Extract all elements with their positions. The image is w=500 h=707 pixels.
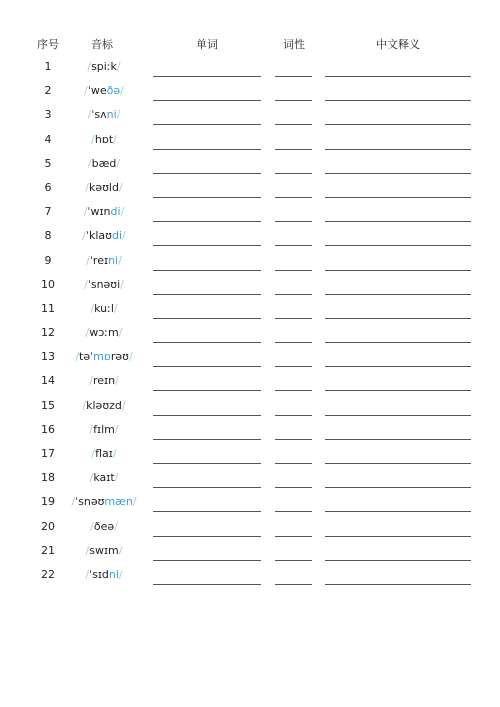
slash-close: / bbox=[116, 156, 121, 170]
word-answer-line[interactable] bbox=[153, 173, 261, 174]
pos-answer-line[interactable] bbox=[275, 536, 312, 537]
word-answer-line[interactable] bbox=[153, 487, 261, 488]
pos-answer-line[interactable] bbox=[275, 390, 312, 391]
meaning-answer-line[interactable] bbox=[325, 584, 471, 585]
pos-answer-line[interactable] bbox=[275, 439, 312, 440]
slash-open: / bbox=[83, 205, 88, 219]
slash-open: / bbox=[85, 326, 90, 340]
word-answer-line[interactable] bbox=[153, 149, 261, 150]
slash-close: / bbox=[118, 567, 123, 581]
meaning-answer-line[interactable] bbox=[325, 366, 471, 367]
slash-close: / bbox=[115, 374, 119, 388]
phonetic bbox=[62, 326, 146, 339]
header-no: 序号 bbox=[37, 38, 59, 51]
row-number: 2 bbox=[44, 84, 52, 98]
phonetic-text: ðeə bbox=[93, 519, 115, 533]
table-row bbox=[0, 372, 500, 396]
meaning-answer-line[interactable] bbox=[325, 415, 471, 416]
meaning-answer-line[interactable] bbox=[325, 294, 471, 295]
meaning-answer-line[interactable] bbox=[325, 76, 471, 77]
phonetic-highlight: mɒ bbox=[93, 350, 111, 364]
slash-close: / bbox=[114, 519, 118, 533]
word-answer-line[interactable] bbox=[153, 100, 261, 101]
table-row bbox=[0, 518, 500, 542]
row-number: 10 bbox=[41, 277, 55, 291]
table-row bbox=[0, 566, 500, 590]
slash-close: / bbox=[132, 495, 137, 509]
phonetic-highlight: ni bbox=[108, 253, 119, 267]
phonetic bbox=[62, 423, 146, 436]
slash-open: / bbox=[91, 447, 96, 460]
word-table bbox=[0, 58, 500, 590]
row-number: 1 bbox=[44, 60, 52, 73]
meaning-answer-line[interactable] bbox=[325, 221, 471, 222]
phonetic-text: hɒt bbox=[94, 132, 114, 146]
slash-open: / bbox=[85, 567, 90, 581]
word-answer-line[interactable] bbox=[153, 390, 261, 391]
row-number: 9 bbox=[44, 253, 52, 267]
row-number: 15 bbox=[41, 398, 55, 412]
phonetic-text: ˈklaʊ bbox=[85, 229, 112, 243]
pos-answer-line[interactable] bbox=[275, 124, 312, 125]
table-row bbox=[0, 155, 500, 179]
slash-close: / bbox=[113, 301, 118, 315]
slash-close: / bbox=[116, 60, 121, 73]
phonetic-highlight: mæn bbox=[104, 495, 133, 509]
pos-answer-line[interactable] bbox=[275, 100, 312, 101]
phonetic bbox=[62, 84, 146, 97]
phonetic bbox=[62, 205, 146, 218]
pos-answer-line[interactable] bbox=[275, 584, 312, 585]
slash-close: / bbox=[122, 229, 126, 243]
slash-open: / bbox=[91, 132, 95, 146]
table-row bbox=[0, 227, 500, 251]
word-answer-line[interactable] bbox=[153, 245, 261, 246]
table-row bbox=[0, 421, 500, 445]
phonetic bbox=[62, 108, 146, 121]
slash-close: / bbox=[118, 543, 123, 557]
word-answer-line[interactable] bbox=[153, 197, 261, 198]
word-answer-line[interactable] bbox=[153, 415, 261, 416]
pos-answer-line[interactable] bbox=[275, 342, 312, 343]
phonetic bbox=[62, 60, 146, 73]
phonetic bbox=[62, 495, 146, 508]
word-answer-line[interactable] bbox=[153, 124, 261, 125]
row-number: 17 bbox=[41, 447, 55, 460]
row-number: 13 bbox=[41, 350, 55, 364]
word-answer-line[interactable] bbox=[153, 439, 261, 440]
pos-answer-line[interactable] bbox=[275, 318, 312, 319]
phonetic bbox=[62, 157, 146, 170]
meaning-answer-line[interactable] bbox=[325, 536, 471, 537]
table-row bbox=[0, 106, 500, 130]
row-number: 3 bbox=[44, 108, 52, 122]
row-number: 14 bbox=[41, 374, 55, 388]
row-number: 18 bbox=[41, 471, 55, 485]
phonetic-text: spiːk bbox=[91, 60, 117, 73]
pos-answer-line[interactable] bbox=[275, 149, 312, 150]
table-row bbox=[0, 445, 500, 469]
slash-open: / bbox=[82, 398, 87, 412]
phonetic-text: fɪlm bbox=[93, 422, 115, 436]
table-row bbox=[0, 324, 500, 348]
phonetic bbox=[62, 181, 146, 194]
pos-answer-line[interactable] bbox=[275, 560, 312, 561]
row-number: 12 bbox=[41, 326, 55, 340]
row-number: 21 bbox=[41, 543, 55, 557]
table-row bbox=[0, 469, 500, 493]
phonetic-highlight: ðə bbox=[106, 84, 121, 98]
pos-answer-line[interactable] bbox=[275, 415, 312, 416]
word-answer-line[interactable] bbox=[153, 560, 261, 561]
slash-open: / bbox=[87, 156, 92, 170]
slash-open: / bbox=[90, 519, 94, 533]
phonetic bbox=[62, 544, 146, 557]
phonetic-text: kəʊld bbox=[89, 180, 119, 194]
table-row bbox=[0, 131, 500, 155]
table-header bbox=[0, 36, 500, 52]
slash-close: / bbox=[118, 253, 122, 267]
header-pos: 词性 bbox=[283, 38, 305, 51]
phonetic bbox=[62, 350, 146, 363]
pos-answer-line[interactable] bbox=[275, 173, 312, 174]
phonetic-text: kaɪt bbox=[93, 471, 115, 485]
slash-open: / bbox=[87, 108, 92, 122]
phonetic bbox=[62, 278, 146, 291]
meaning-answer-line[interactable] bbox=[325, 439, 471, 440]
phonetic bbox=[62, 447, 146, 460]
word-answer-line[interactable] bbox=[153, 294, 261, 295]
row-number: 22 bbox=[41, 567, 55, 581]
pos-answer-line[interactable] bbox=[275, 221, 312, 222]
phonetic bbox=[62, 229, 146, 242]
row-number: 20 bbox=[41, 519, 55, 533]
slash-open: / bbox=[85, 543, 90, 557]
phonetic-text: ˈsʌ bbox=[91, 108, 107, 122]
meaning-answer-line[interactable] bbox=[325, 390, 471, 391]
phonetic bbox=[62, 568, 146, 581]
word-answer-line[interactable] bbox=[153, 76, 261, 77]
table-row bbox=[0, 542, 500, 566]
table-row bbox=[0, 276, 500, 300]
slash-open: / bbox=[89, 422, 94, 436]
phonetic-highlight: di bbox=[110, 205, 121, 219]
table-row bbox=[0, 252, 500, 276]
slash-open: / bbox=[86, 253, 90, 267]
phonetic-text: rəʊ bbox=[110, 350, 129, 364]
phonetic bbox=[62, 302, 146, 315]
slash-open: / bbox=[89, 374, 93, 388]
phonetic-text: təˈ bbox=[79, 350, 94, 364]
slash-close: / bbox=[118, 326, 123, 340]
meaning-answer-line[interactable] bbox=[325, 149, 471, 150]
phonetic-text: reɪn bbox=[92, 374, 116, 388]
meaning-answer-line[interactable] bbox=[325, 100, 471, 101]
phonetic-text: bæd bbox=[91, 156, 117, 170]
phonetic-text: kləʊzd bbox=[86, 398, 122, 412]
word-answer-line[interactable] bbox=[153, 221, 261, 222]
pos-answer-line[interactable] bbox=[275, 294, 312, 295]
table-row bbox=[0, 179, 500, 203]
phonetic bbox=[62, 133, 146, 146]
phonetic bbox=[62, 399, 146, 412]
pos-answer-line[interactable] bbox=[275, 487, 312, 488]
phonetic-text: ˈsnəʊi bbox=[87, 277, 121, 291]
phonetic-highlight: ni bbox=[106, 108, 117, 122]
meaning-answer-line[interactable] bbox=[325, 342, 471, 343]
row-number: 19 bbox=[41, 495, 55, 509]
slash-open: / bbox=[89, 471, 94, 485]
meaning-answer-line[interactable] bbox=[325, 511, 471, 512]
slash-open: / bbox=[87, 60, 92, 73]
header-meaning: 中文释义 bbox=[376, 38, 420, 51]
slash-close: / bbox=[121, 398, 126, 412]
phonetic-text: ˈsɪd bbox=[89, 567, 109, 581]
slash-close: / bbox=[118, 180, 123, 194]
header-ipa: 音标 bbox=[91, 38, 113, 51]
word-answer-line[interactable] bbox=[153, 584, 261, 585]
word-answer-line[interactable] bbox=[153, 318, 261, 319]
slash-close: / bbox=[120, 277, 124, 291]
slash-close: / bbox=[113, 132, 117, 146]
header-word: 单词 bbox=[196, 38, 218, 51]
slash-close: / bbox=[112, 447, 117, 460]
pos-answer-line[interactable] bbox=[275, 511, 312, 512]
meaning-answer-line[interactable] bbox=[325, 463, 471, 464]
table-row bbox=[0, 58, 500, 82]
pos-answer-line[interactable] bbox=[275, 197, 312, 198]
slash-close: / bbox=[120, 84, 124, 98]
phonetic-text: ˈsnəʊ bbox=[75, 495, 105, 509]
meaning-answer-line[interactable] bbox=[325, 124, 471, 125]
row-number: 11 bbox=[41, 301, 55, 315]
pos-answer-line[interactable] bbox=[275, 366, 312, 367]
word-answer-line[interactable] bbox=[153, 511, 261, 512]
meaning-answer-line[interactable] bbox=[325, 197, 471, 198]
phonetic-highlight: di bbox=[111, 229, 123, 243]
slash-close: / bbox=[114, 422, 119, 436]
word-answer-line[interactable] bbox=[153, 270, 261, 271]
table-row bbox=[0, 348, 500, 372]
row-number: 5 bbox=[44, 156, 52, 170]
word-answer-line[interactable] bbox=[153, 536, 261, 537]
pos-answer-line[interactable] bbox=[275, 270, 312, 271]
row-number: 7 bbox=[44, 205, 52, 219]
phonetic bbox=[62, 374, 146, 387]
row-number: 16 bbox=[41, 422, 55, 436]
word-answer-line[interactable] bbox=[153, 463, 261, 464]
phonetic-text: ˈwɪn bbox=[87, 205, 111, 219]
slash-close: / bbox=[116, 108, 121, 122]
pos-answer-line[interactable] bbox=[275, 463, 312, 464]
slash-open: / bbox=[82, 229, 86, 243]
meaning-answer-line[interactable] bbox=[325, 173, 471, 174]
slash-open: / bbox=[84, 277, 88, 291]
word-answer-line[interactable] bbox=[153, 342, 261, 343]
phonetic-highlight: ni bbox=[108, 567, 119, 581]
phonetic-text: flaɪ bbox=[95, 447, 113, 460]
slash-open: / bbox=[90, 301, 95, 315]
meaning-answer-line[interactable] bbox=[325, 318, 471, 319]
word-answer-line[interactable] bbox=[153, 366, 261, 367]
phonetic-text: ˈwe bbox=[87, 84, 107, 98]
table-row bbox=[0, 397, 500, 421]
slash-close: / bbox=[120, 205, 125, 219]
phonetic-text: wɔːm bbox=[89, 326, 119, 340]
pos-answer-line[interactable] bbox=[275, 245, 312, 246]
slash-close: / bbox=[128, 350, 133, 364]
slash-open: / bbox=[75, 350, 80, 364]
meaning-answer-line[interactable] bbox=[325, 487, 471, 488]
row-number: 6 bbox=[44, 180, 52, 194]
row-number: 4 bbox=[44, 132, 52, 146]
slash-open: / bbox=[84, 84, 88, 98]
phonetic-text: swɪm bbox=[89, 543, 119, 557]
phonetic bbox=[62, 520, 146, 533]
meaning-answer-line[interactable] bbox=[325, 245, 471, 246]
slash-close: / bbox=[114, 471, 119, 485]
pos-answer-line[interactable] bbox=[275, 76, 312, 77]
phonetic bbox=[62, 254, 146, 267]
slash-open: / bbox=[85, 180, 89, 194]
meaning-answer-line[interactable] bbox=[325, 270, 471, 271]
meaning-answer-line[interactable] bbox=[325, 560, 471, 561]
phonetic-text: kuːl bbox=[94, 301, 114, 315]
table-row bbox=[0, 493, 500, 517]
phonetic bbox=[62, 471, 146, 484]
row-number: 8 bbox=[44, 229, 52, 243]
table-row bbox=[0, 82, 500, 106]
phonetic-text: ˈreɪ bbox=[89, 253, 109, 267]
table-row bbox=[0, 203, 500, 227]
table-row bbox=[0, 300, 500, 324]
slash-open: / bbox=[71, 495, 76, 509]
